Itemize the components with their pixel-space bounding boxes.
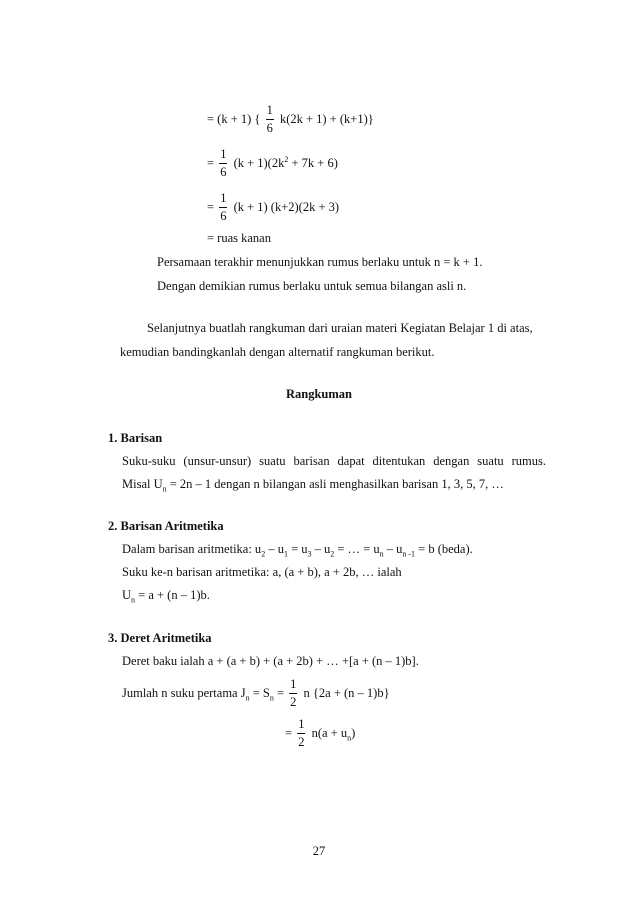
proof-line-1: = (k + 1) { $\frac{1}{6}$ k(2k + 1) + (k+1)}: [207, 103, 374, 135]
fraction: $\frac{1}{6}$: [220, 147, 227, 179]
fraction: $\frac{1}{6}$: [220, 191, 227, 223]
section-3-title: 3. Deret Aritmetika: [108, 631, 212, 645]
section-2-title: 2. Barisan Aritmetika: [108, 519, 224, 533]
section-3-line-1: Deret baku ialah a + (a + b) + (a + 2b) + … +[a + (n – 1)b].: [122, 654, 419, 668]
section-3-line-3: = $\frac{1}{2}$ $n(a + u_n)$: [285, 717, 356, 749]
intro-line-2: kemudian bandingkanlah dengan alternatif rangkuman berikut.: [120, 345, 435, 359]
proof-line-3: = $\frac{1}{6}$ (k + 1) (k+2)(2k + 3): [207, 191, 340, 223]
section-1-title: 1. Barisan: [108, 431, 163, 445]
section-1-line-1: Suku-suku (unsur-unsur) suatu barisan dapat ditentukan dengan suatu rumus.: [122, 454, 546, 468]
page-number: 27: [312, 844, 326, 858]
conclusion-line-2: Dengan demikian rumus berlaku untuk semua bilangan asli n.: [157, 279, 467, 293]
fraction: $\frac{1}{2}$: [298, 717, 305, 749]
section-3-line-2: Jumlah n suku pertama $J_n = S_n$ = $\frac{1}{2}$ n {2a + (n – 1)b}: [122, 677, 390, 709]
fraction: $\frac{1}{6}$: [266, 103, 273, 135]
section-2-line-3: $U_n = a + (n - 1)b$.: [122, 588, 210, 605]
section-2-line-2: Suku ke-n barisan aritmetika: a, (a + b), a + 2b, … ialah: [122, 565, 402, 579]
summary-heading: Rangkuman: [286, 387, 352, 401]
section-2-line-1: Dalam barisan aritmetika: $u_2 - u_1 = u_3 - u_2$ = … = $u_n - u_{n -1} = b$ (beda).: [122, 542, 473, 559]
proof-line-4: = ruas kanan: [207, 231, 271, 245]
proof-line-2: = $\frac{1}{6}$ $(k + 1)(2k^2 + 7k + 6)$: [207, 147, 338, 179]
intro-line-1: Selanjutnya buatlah rangkuman dari uraian materi Kegiatan Belajar 1 di atas,: [147, 321, 533, 335]
section-1-line-2: Misal $U_n = 2n - 1$ dengan n bilangan asli menghasilkan barisan 1, 3, 5, 7, …: [122, 477, 504, 494]
conclusion-line-1: Persamaan terakhir menunjukkan rumus berlaku untuk n = k + 1.: [157, 255, 483, 269]
fraction: $\frac{1}{2}$: [290, 677, 297, 709]
